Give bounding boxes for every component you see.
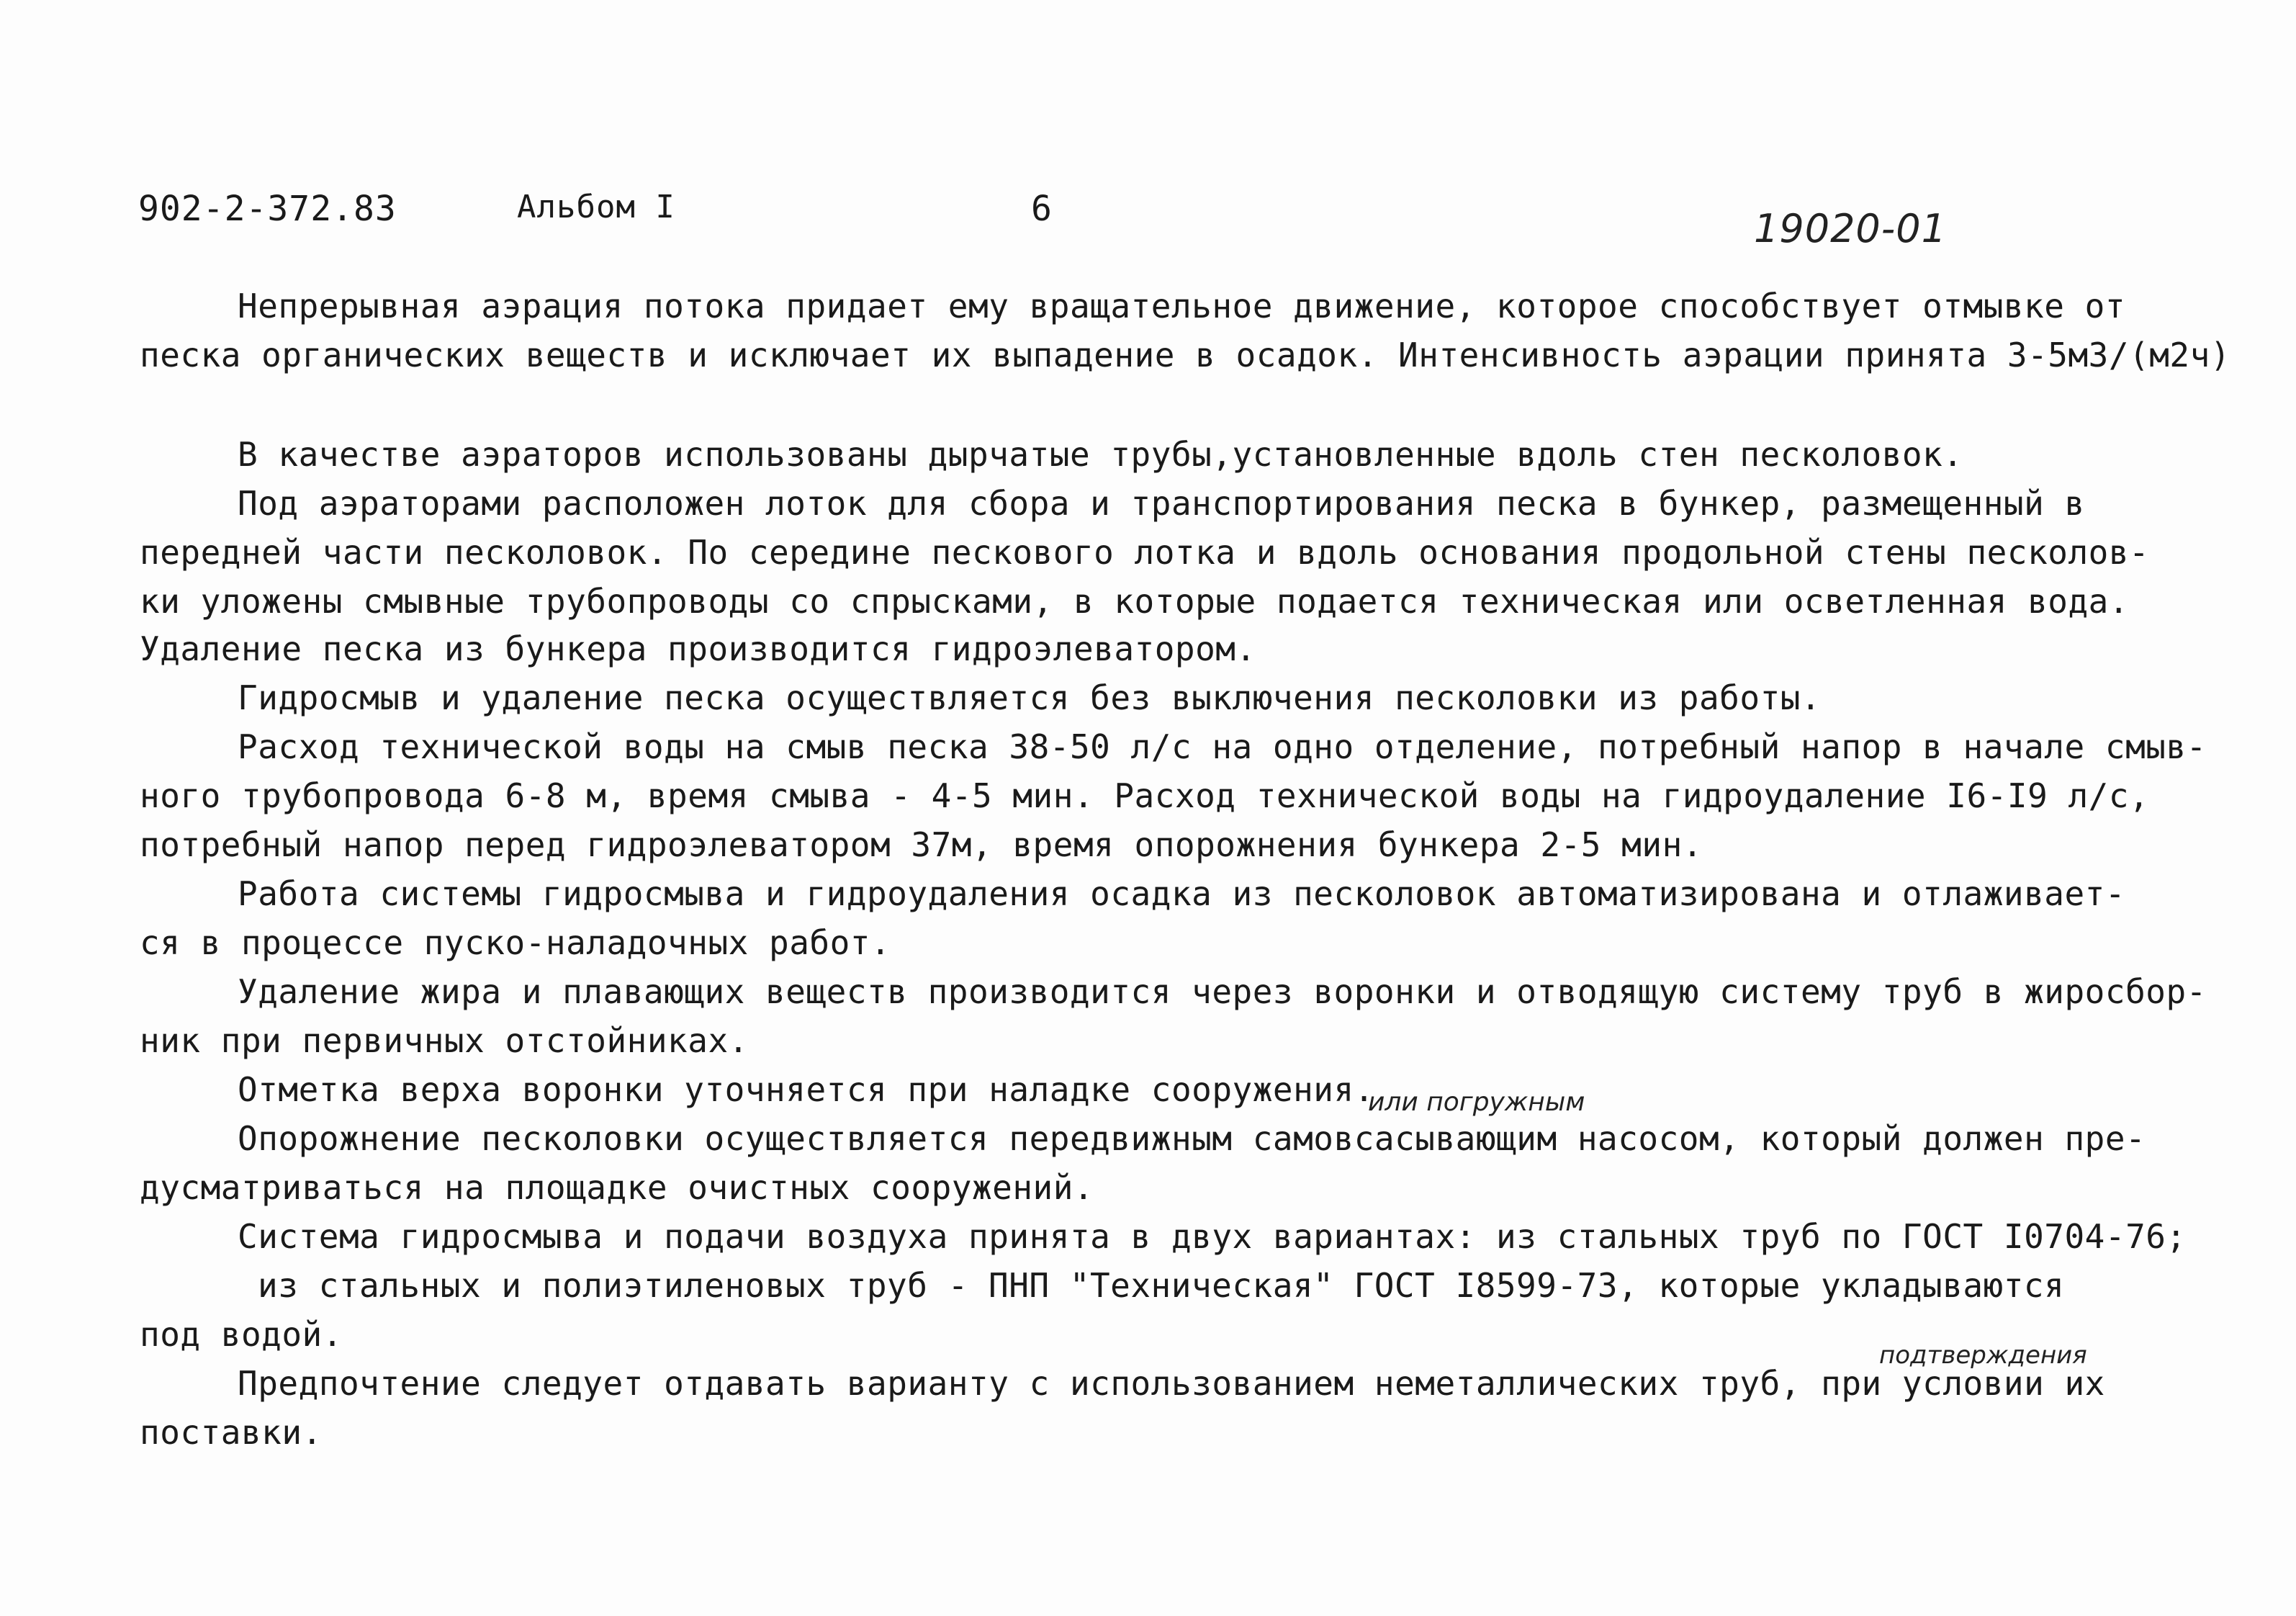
text-line: ного трубопровода 6-8 м, время смыва - 4-5 мин. Расход технической воды на гидроудаление I6-I9 л/с, bbox=[140, 776, 2150, 815]
text-line: Отметка верха воронки уточняется при наладке сооружения. bbox=[238, 1070, 1374, 1109]
sheet-code: 19020-01 bbox=[1754, 206, 1947, 251]
text-line: передней части песколовок. По середине пескового лотка и вдоль основания продольной стены песколов- bbox=[140, 533, 2150, 572]
text-line: Удаление песка из бункера производится гидроэлеватором. bbox=[140, 629, 1256, 668]
text-line: ся в процессе пуско-наладочных работ. bbox=[140, 923, 891, 962]
text-line: поставки. bbox=[140, 1413, 323, 1452]
text-line: Расход технической воды на смыв песка 38-50 л/с на одно отделение, потребный напор в начале смыв- bbox=[238, 727, 2207, 766]
handwritten-insert-podtverzhdeniya: подтверждения bbox=[1879, 1341, 2087, 1370]
document-code: 902-2-372.83 bbox=[138, 189, 397, 229]
text-line: Под аэраторами расположен лоток для сбора и транспортирования песка в бункер, размещенный в bbox=[238, 484, 2085, 523]
album-label: Альбом I bbox=[517, 189, 675, 225]
text-line: песка органических веществ и исключает их выпадение в осадок. Интенсивность аэрации принята 3-5м3/(м2ч) bbox=[140, 336, 2231, 374]
text-line: из стальных и полиэтиленовых труб - ПНП "Техническая" ГОСТ I8599-73, которые укладываются bbox=[258, 1266, 2065, 1305]
text-line: Непрерывная аэрация потока придает ему вращательное движение, которое способствует отмывке от bbox=[238, 287, 2126, 326]
text-line: Опорожнение песколовки осуществляется передвижным самовсасывающим насосом, который должен пре- bbox=[238, 1119, 2146, 1158]
text-line: Работа системы гидросмыва и гидроудаления осадка из песколовок автоматизирована и отлаживает- bbox=[238, 874, 2126, 913]
text-line: Предпочтение следует отдавать варианту с использованием неметаллических труб, при условии их bbox=[238, 1364, 2105, 1403]
text-line: В качестве аэраторов использованы дырчатые трубы,установленные вдоль стен песколовок. bbox=[238, 435, 1963, 474]
text-line: Гидросмыв и удаление песка осуществляется без выключения песколовки из работы. bbox=[238, 678, 1822, 717]
text-line: Удаление жира и плавающих веществ производится через воронки и отводящую систему труб в жиросбор- bbox=[238, 972, 2207, 1011]
text-line: ки уложены смывные трубопроводы со спрысками, в которые подается техническая или осветленная вода. bbox=[140, 582, 2130, 621]
text-line: потребный напор перед гидроэлеватором 37м, время опорожнения бункера 2-5 мин. bbox=[140, 825, 1703, 864]
page-number: 6 bbox=[1031, 189, 1053, 229]
handwritten-insert-pogruzhnym: или погружным bbox=[1368, 1087, 1585, 1117]
text-line: под водой. bbox=[140, 1315, 343, 1354]
text-line: дусматриваться на площадке очистных сооружений. bbox=[140, 1168, 1094, 1207]
text-line: ник при первичных отстойниках. bbox=[140, 1021, 749, 1060]
text-line: Система гидросмыва и подачи воздуха принята в двух вариантах: из стальных труб по ГОСТ I0704-76; bbox=[238, 1217, 2187, 1256]
